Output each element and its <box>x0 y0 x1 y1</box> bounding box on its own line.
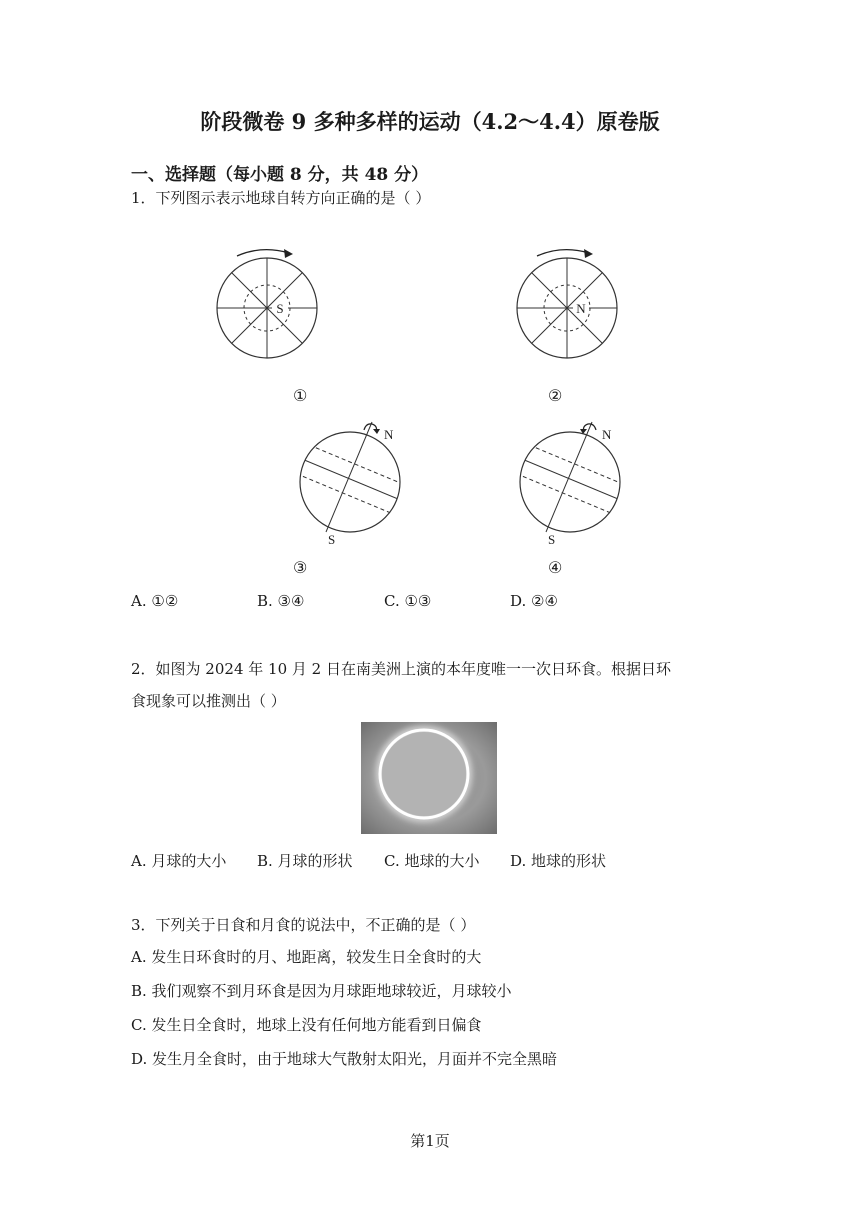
figure-1-pole-label: S <box>276 301 284 316</box>
q3-option-b: B. 我们观察不到月环食是因为月球距地球较近，月球较小 <box>131 982 512 1000</box>
figure-4-label: ④ <box>548 558 563 577</box>
figure-2-polar-north <box>507 246 627 366</box>
q2-stem-line2: 食现象可以推测出（ ） <box>131 692 286 710</box>
q3-stem: 3．下列关于日食和月食的说法中，不正确的是（ ） <box>131 916 476 934</box>
q3-option-c: C. 发生日全食时，地球上没有任何地方能看到日偏食 <box>131 1016 482 1034</box>
q2-option-c: C. 地球的大小 <box>384 852 480 870</box>
q3-option-a: A. 发生日环食时的月、地距离，较发生日全食时的大 <box>131 948 482 966</box>
q1-option-c: C. ①③ <box>384 592 432 610</box>
figure-3-side-view <box>290 420 410 550</box>
figure-4-bottom-pole: S <box>548 532 556 547</box>
q3-option-d: D. 发生月全食时，由于地球大气散射太阳光，月面并不完全黑暗 <box>131 1050 558 1068</box>
q1-stem: 1．下列图示表示地球自转方向正确的是（ ） <box>131 189 431 207</box>
q2-option-a: A. 月球的大小 <box>131 852 227 870</box>
figure-1-label: ① <box>293 386 308 405</box>
figure-2-pole-label: N <box>576 301 586 316</box>
figure-1-polar-south <box>207 246 327 366</box>
q2-option-b: B. 月球的形状 <box>257 852 353 870</box>
figure-4-side-view <box>510 420 630 550</box>
q1-option-a: A. ①② <box>131 592 179 610</box>
figure-3-bottom-pole: S <box>328 532 336 547</box>
q1-option-b: B. ③④ <box>257 592 305 610</box>
page-title: 阶段微卷 9 多种多样的运动（4.2～4.4）原卷版 <box>200 109 660 134</box>
q2-option-d: D. 地球的形状 <box>510 852 607 870</box>
figure-3-top-pole: N <box>384 427 394 442</box>
section-heading: 一、选择题（每小题 8 分，共 48 分） <box>131 165 429 185</box>
annular-eclipse-photo <box>361 722 497 834</box>
q1-option-d: D. ②④ <box>510 592 558 610</box>
figure-2-label: ② <box>548 386 563 405</box>
figure-4-top-pole: N <box>602 427 612 442</box>
page-number: 第1页 <box>410 1132 450 1150</box>
figure-3-label: ③ <box>293 558 308 577</box>
q2-stem-line1: 2．如图为 2024 年 10 月 2 日在南美洲上演的本年度唯一一次日环食。根据日环 <box>131 660 671 678</box>
